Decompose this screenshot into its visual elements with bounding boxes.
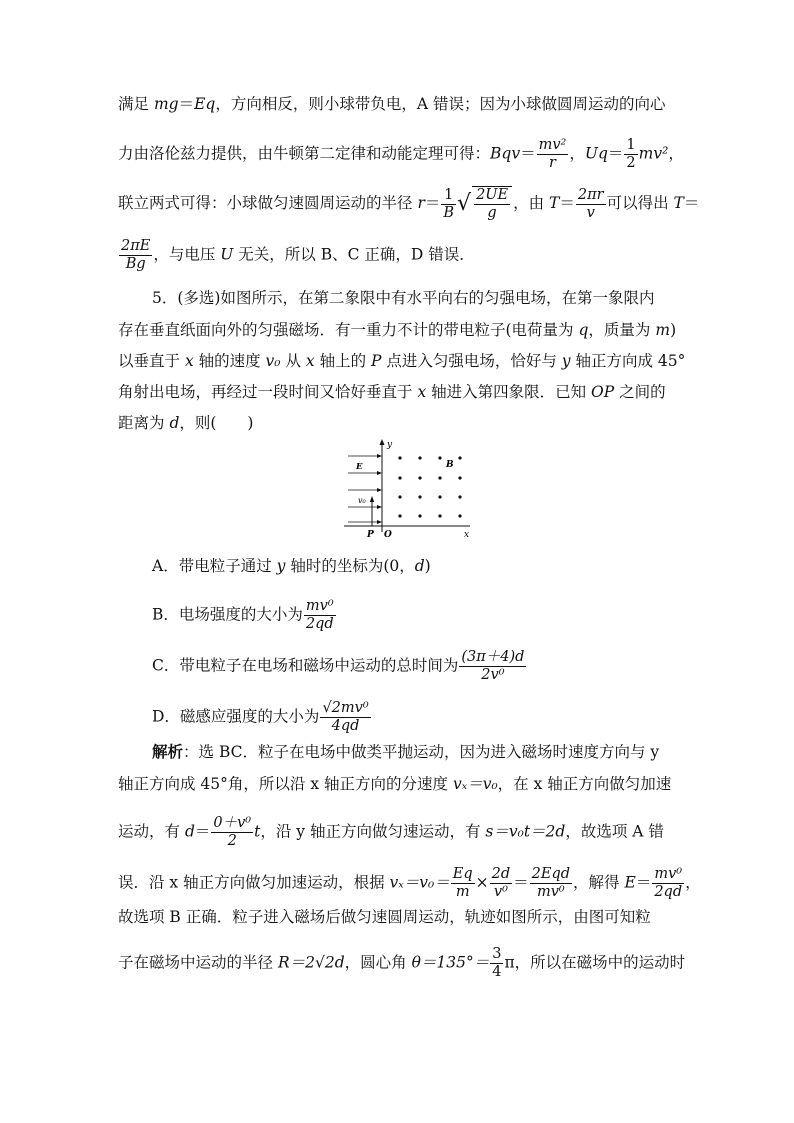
v0-label: v₀ xyxy=(358,496,366,505)
field-diagram xyxy=(338,436,478,542)
question-number: 5． xyxy=(152,289,178,307)
option-d: D．磁感应强度的大小为 $\frac{\text{√2mv⁰}}{4qd}$ xyxy=(152,700,369,734)
question-line-1: 5．(多选)如图所示，在第二象限中有水平向右的匀强电场，在第一象限内 xyxy=(152,289,655,307)
analysis-line-6: 子在磁场中运动的半径 R＝2√2d，圆心角 θ＝135°＝ $\frac{3}{4}$ π，所以在磁场中的运动时 xyxy=(118,946,686,980)
y-axis-arrow xyxy=(380,439,385,445)
point-P-label: P xyxy=(367,530,374,540)
analysis-line-2: 轴正方向成 45°角，所以沿 x 轴正方向的分速度 vₓ＝v₀，在 x 轴正方向做匀加速 xyxy=(118,775,672,793)
analysis-line-1: 解析：选 BC．粒子在电场中做类平抛运动，因为进入磁场时速度方向与 y xyxy=(152,742,660,761)
question-line-3: 以垂直于 x 轴的速度 v₀ 从 x 轴上的 P 点进入匀强电场，恰好与 y 轴正方向成 45° xyxy=(118,352,686,370)
field-B-label: B xyxy=(446,460,454,470)
intro-line-4: $\frac{2\pi E}{Bg}$ ，与电压 U 无关，所以 B、C 正确，D 错误． xyxy=(121,238,475,272)
question-line-5: 距离为 d，则( ) xyxy=(118,414,254,432)
question-line-2: 存在垂直纸面向外的匀强磁场．有一重力不计的带电粒子(电荷量为 q，质量为 m) xyxy=(118,321,677,339)
x-axis-label: x xyxy=(464,530,470,540)
analysis-line-4: 误．沿 x 轴正方向做匀加速运动，根据 vₓ＝v₀＝ $\frac{Eq}{m}$ × $\frac{2d}{\text{v⁰}}$ ＝ $\frac{\text{2Eqd}}{\text{mv⁰}}$ ，解得 E＝ $\frac{\text{mv⁰}}{2qd}$ ， xyxy=(118,866,701,900)
option-b: B．电场强度的大小为 $\frac{\text{mv⁰}}{2qd}$ xyxy=(152,598,334,632)
velocity-arrowhead xyxy=(370,496,374,502)
intro-line-1: 满足 mg＝Eq，方向相反，则小球带负电，A 错误；因为小球做圆周运动的向心 xyxy=(118,95,666,113)
y-axis-label: y xyxy=(387,440,393,450)
analysis-line-5: 故选项 B 正确．粒子进入磁场后做匀速圆周运动，轨迹如图所示，由图可知粒 xyxy=(118,908,651,926)
question-line-4: 角射出电场，再经过一段时间又恰好垂直于 x 轴进入第四象限．已知 OP 之间的 xyxy=(118,383,666,401)
electric-field-lines xyxy=(348,454,382,524)
analysis-heading: 解析 xyxy=(152,742,184,761)
field-E-label: E xyxy=(356,462,363,472)
intro-line-2: 力由洛伦兹力提供，由牛顿第二定律和动能定理可得：Bqv＝ $\frac{\text{mv²}}{r}$ ，Uq＝ $\frac{1}{2}$ mv²， xyxy=(118,137,684,171)
option-c: C．带电粒子在电场和磁场中运动的总时间为 $\frac{(3\pi+4)d}{\text{2v⁰}}$ xyxy=(152,649,525,683)
intro-line-3: 联立两式可得：小球做匀速圆周运动的半径 r＝ $\frac{1}{B}$ √ $\frac{2UE}{g}$ ，由 T＝ $\frac{2\pi r}{v}$ 可以得出 T＝ xyxy=(118,186,700,221)
option-a: A．带电粒子通过 y 轴时的坐标为(0，d) xyxy=(152,557,431,575)
origin-O-label: O xyxy=(384,530,392,540)
analysis-line-3: 运动，有 d＝ $\frac{\text{0＋v⁰}}{2}$ t，沿 y 轴正方向做匀速运动，有 s＝v₀t＝2d，故选项 A 错 xyxy=(118,815,664,849)
